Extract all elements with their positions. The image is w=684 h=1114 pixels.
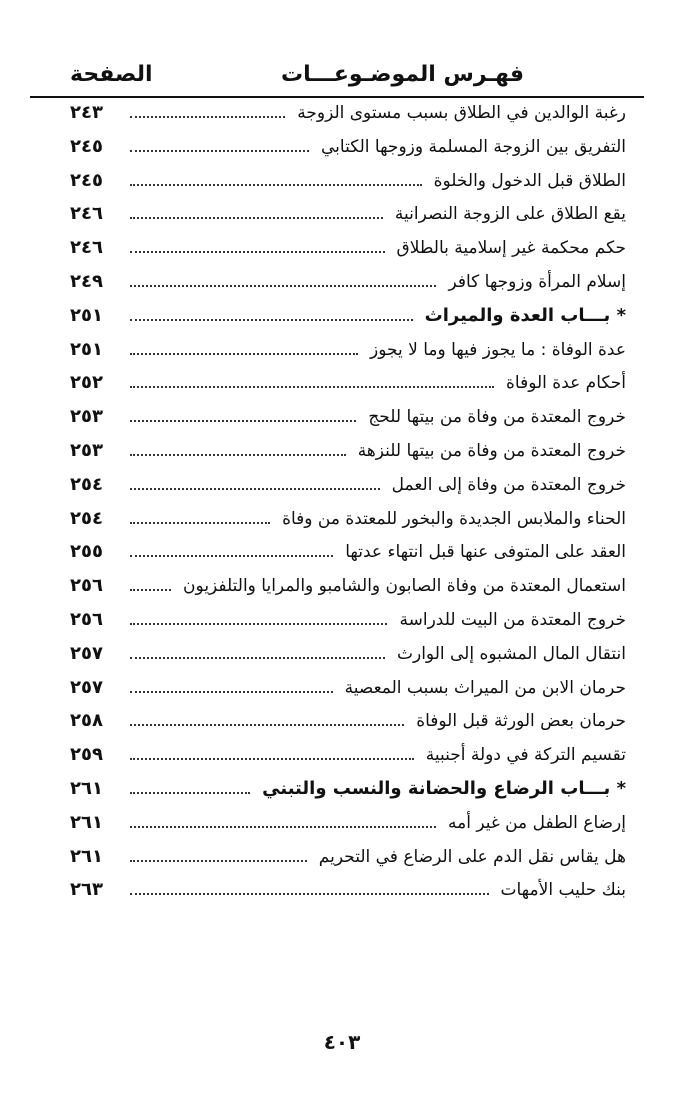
- toc-row: [70, 265, 626, 293]
- toc-row: [70, 704, 626, 732]
- entry-page-number: ٢٥٧: [70, 676, 103, 698]
- entry-page-number: ٢٦١: [70, 778, 103, 799]
- entry-title: الطلاق قبل الدخول والخلوة: [433, 170, 626, 191]
- toc-row: [70, 502, 626, 530]
- entry-title: التفريق بين الزوجة المسلمة وزوجها الكتابي: [321, 136, 626, 157]
- toc-row: [70, 873, 626, 901]
- toc-row: [70, 434, 626, 462]
- entry-page-number: ٢٥٥: [70, 541, 103, 563]
- entry-page-number: ٢٤٥: [70, 169, 103, 191]
- entry-title: إرضاع الطفل من غير أمه: [447, 812, 626, 833]
- toc-row: [70, 569, 626, 597]
- entry-title: خروج المعتدة من وفاة إلى العمل: [391, 474, 626, 495]
- entry-page-number: ٢٥٦: [70, 609, 103, 630]
- toc-section-row: [70, 299, 626, 327]
- entry-page-number: ٢٦٣: [70, 879, 103, 901]
- entry-title: أحكام عدة الوفاة: [505, 373, 626, 394]
- toc-section-row: [70, 772, 626, 800]
- toc-row: [70, 806, 626, 834]
- entry-title: استعمال المعتدة من وفاة الصابون والشامبو والمرايا والتلفزيون: [183, 576, 626, 597]
- entry-page-number: ٢٦١: [70, 811, 103, 833]
- dot-leader: [130, 115, 285, 118]
- dot-leader: [130, 318, 413, 321]
- entry-title: العقد على المتوفى عنها قبل انتهاء عدتها: [345, 542, 626, 563]
- toc-row: [70, 671, 626, 699]
- entry-title: الحناء والملابس الجديدة والبخور للمعتدة من وفاة: [282, 508, 626, 529]
- entry-title: هل يقاس نقل الدم على الرضاع في التحريم: [318, 846, 626, 867]
- entry-title: خروج المعتدة من وفاة من بيتها للحج: [368, 407, 626, 428]
- section-title: * بـــاب الرضاع والحضانة والنسب والتبني: [262, 778, 626, 799]
- entry-page-number: ٢٥٣: [70, 440, 103, 461]
- dot-leader: [130, 453, 346, 456]
- dot-leader: [130, 419, 356, 422]
- entry-page-number: ٢٥٣: [70, 406, 103, 428]
- entry-title: حرمان الابن من الميراث بسبب المعصية: [344, 677, 626, 698]
- entry-title: حكم محكمة غير إسلامية بالطلاق: [396, 238, 626, 259]
- entry-page-number: ٢٤٣: [70, 102, 103, 123]
- toc-row: [70, 231, 626, 259]
- toc-row: [70, 197, 626, 225]
- toc-row: [70, 130, 626, 158]
- dot-leader: [130, 859, 307, 862]
- entry-page-number: ٢٥٢: [70, 372, 103, 394]
- dot-leader: [130, 487, 380, 490]
- toc-row: [70, 637, 626, 665]
- entry-page-number: ٢٤٥: [70, 135, 103, 157]
- dot-leader: [130, 656, 385, 659]
- dot-leader: [130, 183, 422, 186]
- entry-title: يقع الطلاق على الزوجة النصرانية: [394, 204, 626, 225]
- entry-title: انتقال المال المشبوه إلى الوارث: [396, 643, 626, 664]
- entry-page-number: ٢٥٨: [70, 710, 103, 732]
- entry-title: إسلام المرأة وزوجها كافر: [448, 272, 626, 292]
- dot-leader: [130, 690, 333, 693]
- toc-row: [70, 535, 626, 563]
- entry-page-number: ٢٥١: [70, 304, 103, 326]
- entry-page-number: ٢٥٦: [70, 575, 103, 597]
- toc-row: [70, 840, 626, 868]
- dot-leader: [130, 352, 358, 355]
- entry-title: عدة الوفاة : ما يجوز فيها وما لا يجوز: [370, 339, 626, 360]
- toc-row: [70, 333, 626, 361]
- dot-leader: [130, 216, 383, 219]
- entry-page-number: ٢٥٤: [70, 473, 103, 495]
- dot-leader: [130, 588, 171, 591]
- toc-row: [70, 738, 626, 766]
- toc-row: [70, 96, 626, 124]
- entry-page-number: ٢٥٤: [70, 507, 103, 529]
- dot-leader: [130, 791, 250, 794]
- toc-row: [70, 164, 626, 192]
- entry-title: خروج المعتدة من وفاة من بيتها للنزهة: [357, 441, 626, 461]
- dot-leader: [130, 554, 333, 557]
- index-title: فهـرس الموضـوعـــات: [280, 62, 524, 87]
- index-header: [30, 58, 644, 98]
- dot-leader: [130, 757, 414, 760]
- page-number: ٤٠٣: [323, 1030, 361, 1054]
- entry-page-number: ٢٥٧: [70, 642, 103, 664]
- toc-row: [70, 366, 626, 394]
- entry-title: تقسيم التركة في دولة أجنبية: [425, 745, 626, 766]
- dot-leader: [130, 284, 436, 287]
- dot-leader: [130, 723, 404, 726]
- entry-page-number: ٢٦١: [70, 845, 103, 867]
- toc-row: [70, 603, 626, 631]
- entry-title: حرمان بعض الورثة قبل الوفاة: [416, 711, 626, 732]
- dot-leader: [130, 250, 385, 253]
- entry-page-number: ٢٤٩: [70, 271, 103, 292]
- dot-leader: [130, 825, 436, 828]
- entry-title: رغبة الوالدين في الطلاق بسبب مستوى الزوجة: [297, 103, 626, 123]
- page-column-label: الصفحة: [70, 62, 153, 87]
- dot-leader: [130, 521, 270, 524]
- entry-page-number: ٢٥١: [70, 338, 103, 360]
- toc-row: [70, 400, 626, 428]
- dot-leader: [130, 149, 309, 152]
- section-title: * بـــاب العدة والميراث: [424, 304, 626, 326]
- toc-row: [70, 468, 626, 496]
- entry-page-number: ٢٤٦: [70, 237, 103, 259]
- entry-page-number: ٢٤٦: [70, 203, 103, 225]
- dot-leader: [130, 622, 387, 625]
- entry-page-number: ٢٥٩: [70, 744, 103, 766]
- entry-title: خروج المعتدة من البيت للدراسة: [399, 610, 626, 630]
- dot-leader: [130, 385, 494, 388]
- dot-leader: [130, 892, 489, 895]
- entry-title: بنك حليب الأمهات: [500, 880, 626, 901]
